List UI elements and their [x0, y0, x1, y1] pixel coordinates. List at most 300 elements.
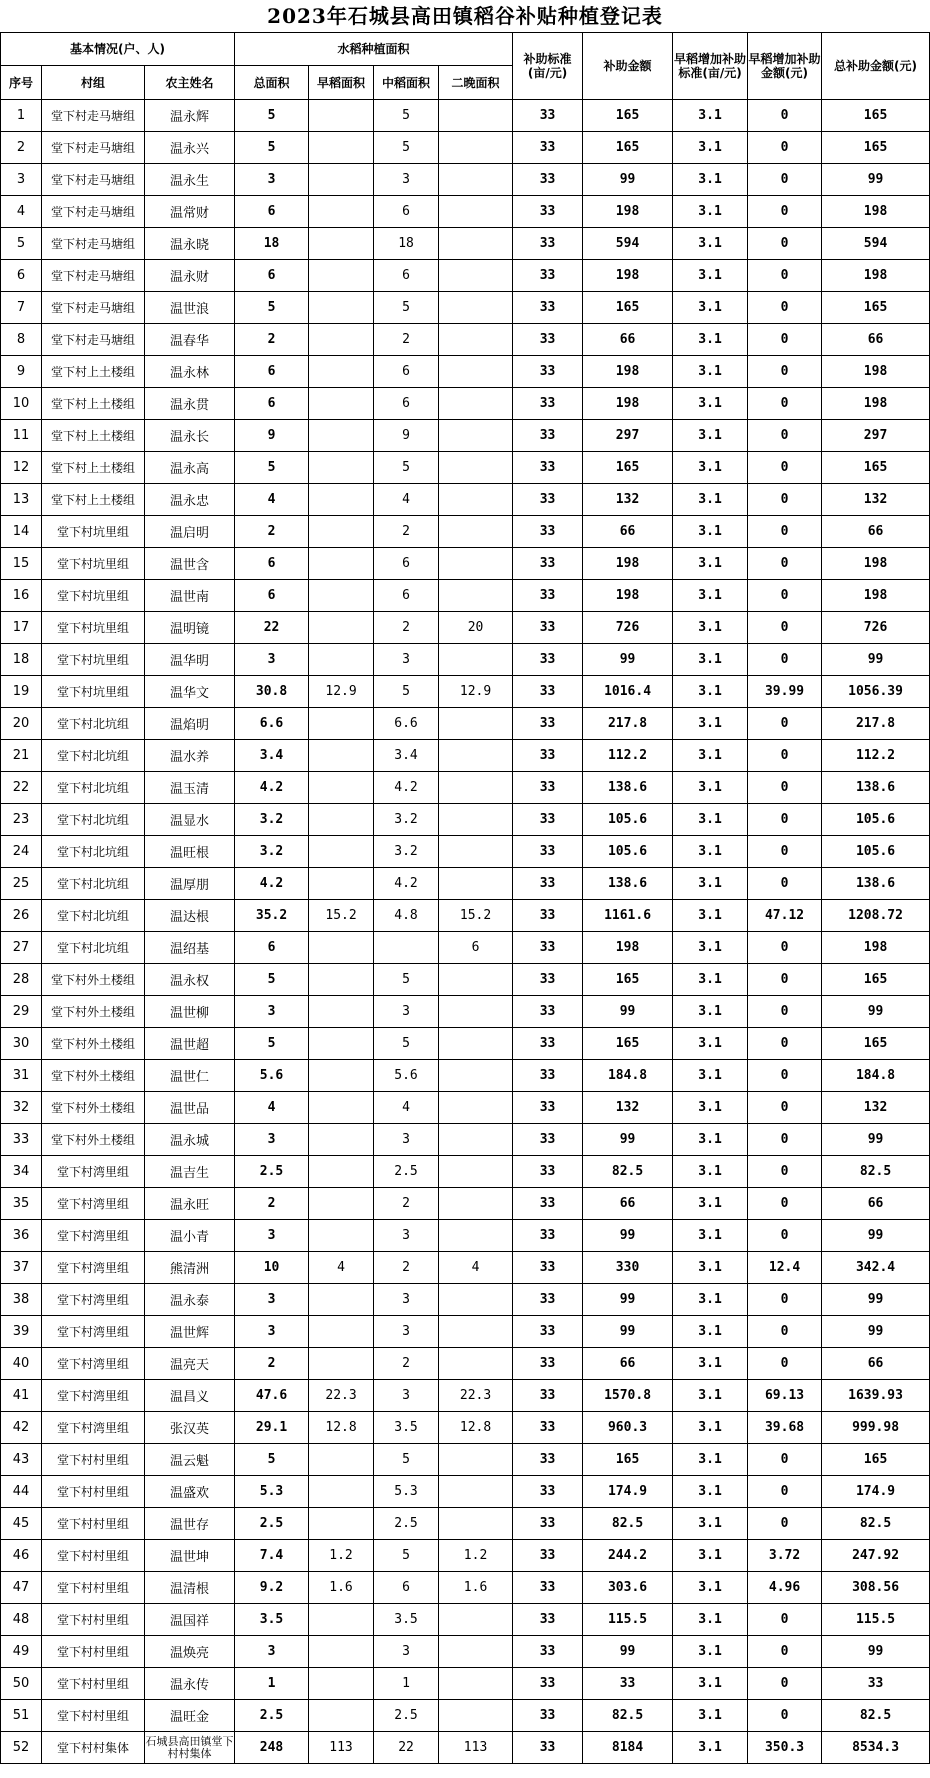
cell-early-add-standard: 3.1	[673, 612, 748, 644]
cell-owner: 温达根	[145, 900, 235, 932]
cell-late-area	[439, 164, 513, 196]
cell-early-add-standard: 3.1	[673, 164, 748, 196]
cell-total-area: 6	[235, 580, 309, 612]
cell-late-area: 20	[439, 612, 513, 644]
cell-subsidy-amount: 105.6	[583, 836, 673, 868]
cell-village-group: 堂下村村里组	[42, 1636, 145, 1668]
cell-subsidy-amount: 174.9	[583, 1476, 673, 1508]
cell-early-add-standard: 3.1	[673, 292, 748, 324]
cell-total-amount: 82.5	[822, 1700, 930, 1732]
cell-subsidy-standard: 33	[513, 1636, 583, 1668]
cell-early-area	[309, 964, 374, 996]
cell-village-group: 堂下村走马塘组	[42, 292, 145, 324]
cell-subsidy-standard: 33	[513, 996, 583, 1028]
cell-seq: 11	[1, 420, 42, 452]
cell-total-area: 3	[235, 1636, 309, 1668]
cell-late-area	[439, 996, 513, 1028]
cell-early-area	[309, 1220, 374, 1252]
cell-early-add-standard: 3.1	[673, 1636, 748, 1668]
cell-village-group: 堂下村村里组	[42, 1700, 145, 1732]
cell-subsidy-standard: 33	[513, 676, 583, 708]
cell-subsidy-standard: 33	[513, 260, 583, 292]
cell-total-area: 6	[235, 932, 309, 964]
cell-subsidy-standard: 33	[513, 1668, 583, 1700]
cell-early-add-amount: 0	[748, 100, 822, 132]
cell-total-amount: 1208.72	[822, 900, 930, 932]
cell-village-group: 堂下村村集体	[42, 1732, 145, 1764]
cell-owner: 温永林	[145, 356, 235, 388]
cell-seq: 44	[1, 1476, 42, 1508]
cell-early-add-amount: 0	[748, 1028, 822, 1060]
cell-mid-area: 4.2	[374, 772, 439, 804]
cell-owner: 温云魁	[145, 1444, 235, 1476]
cell-subsidy-amount: 138.6	[583, 868, 673, 900]
cell-subsidy-amount: 165	[583, 1028, 673, 1060]
cell-owner: 温永生	[145, 164, 235, 196]
cell-early-add-standard: 3.1	[673, 324, 748, 356]
cell-subsidy-standard: 33	[513, 324, 583, 356]
cell-early-add-amount: 0	[748, 388, 822, 420]
cell-subsidy-standard: 33	[513, 100, 583, 132]
cell-village-group: 堂下村村里组	[42, 1604, 145, 1636]
cell-mid-area: 18	[374, 228, 439, 260]
cell-early-add-amount: 4.96	[748, 1572, 822, 1604]
cell-early-area: 113	[309, 1732, 374, 1764]
cell-subsidy-standard: 33	[513, 356, 583, 388]
cell-seq: 12	[1, 452, 42, 484]
cell-seq: 26	[1, 900, 42, 932]
cell-early-add-amount: 12.4	[748, 1252, 822, 1284]
cell-early-add-standard: 3.1	[673, 1284, 748, 1316]
cell-total-area: 4	[235, 484, 309, 516]
cell-subsidy-standard: 33	[513, 900, 583, 932]
cell-village-group: 堂下村湾里组	[42, 1220, 145, 1252]
cell-total-area: 35.2	[235, 900, 309, 932]
cell-early-area	[309, 1348, 374, 1380]
cell-owner: 温世仁	[145, 1060, 235, 1092]
cell-late-area	[439, 964, 513, 996]
cell-seq: 43	[1, 1444, 42, 1476]
cell-mid-area: 2	[374, 1348, 439, 1380]
cell-late-area	[439, 1348, 513, 1380]
cell-early-add-amount: 0	[748, 708, 822, 740]
cell-owner: 熊清洲	[145, 1252, 235, 1284]
cell-subsidy-amount: 960.3	[583, 1412, 673, 1444]
cell-seq: 32	[1, 1092, 42, 1124]
table-row	[1, 1508, 930, 1540]
cell-subsidy-standard: 33	[513, 1092, 583, 1124]
cell-late-area: 6	[439, 932, 513, 964]
cell-mid-area: 2	[374, 612, 439, 644]
cell-village-group: 堂下村北坑组	[42, 900, 145, 932]
cell-seq: 30	[1, 1028, 42, 1060]
cell-mid-area: 2.5	[374, 1156, 439, 1188]
cell-early-area	[309, 548, 374, 580]
cell-village-group: 堂下村外土楼组	[42, 1092, 145, 1124]
cell-subsidy-standard: 33	[513, 516, 583, 548]
cell-mid-area: 9	[374, 420, 439, 452]
cell-seq: 6	[1, 260, 42, 292]
cell-owner: 温世辉	[145, 1316, 235, 1348]
cell-early-add-amount: 350.3	[748, 1732, 822, 1764]
cell-total-area: 5	[235, 1444, 309, 1476]
cell-village-group: 堂下村村里组	[42, 1540, 145, 1572]
table-row	[1, 1604, 930, 1636]
cell-subsidy-amount: 138.6	[583, 772, 673, 804]
cell-early-add-standard: 3.1	[673, 1604, 748, 1636]
cell-early-add-standard: 3.1	[673, 516, 748, 548]
cell-seq: 1	[1, 100, 42, 132]
cell-total-amount: 99	[822, 1316, 930, 1348]
cell-subsidy-standard: 33	[513, 132, 583, 164]
cell-owner: 温盛欢	[145, 1476, 235, 1508]
cell-total-amount: 138.6	[822, 772, 930, 804]
cell-early-add-amount: 0	[748, 292, 822, 324]
cell-subsidy-standard: 33	[513, 964, 583, 996]
cell-early-area	[309, 388, 374, 420]
header-mid-area: 中稻面积	[374, 66, 439, 100]
cell-owner: 温永长	[145, 420, 235, 452]
cell-early-add-amount: 0	[748, 644, 822, 676]
cell-total-amount: 33	[822, 1668, 930, 1700]
cell-late-area	[439, 1604, 513, 1636]
table-row	[1, 228, 930, 260]
cell-mid-area: 6	[374, 356, 439, 388]
cell-early-area	[309, 420, 374, 452]
cell-total-amount: 198	[822, 356, 930, 388]
cell-total-area: 3.4	[235, 740, 309, 772]
cell-total-area: 10	[235, 1252, 309, 1284]
cell-subsidy-standard: 33	[513, 1284, 583, 1316]
cell-early-area	[309, 1028, 374, 1060]
cell-early-add-standard: 3.1	[673, 1444, 748, 1476]
cell-subsidy-standard: 33	[513, 388, 583, 420]
cell-mid-area: 5.3	[374, 1476, 439, 1508]
cell-mid-area: 2	[374, 516, 439, 548]
cell-seq: 7	[1, 292, 42, 324]
cell-owner: 温永高	[145, 452, 235, 484]
cell-early-add-amount: 0	[748, 1220, 822, 1252]
cell-total-amount: 105.6	[822, 836, 930, 868]
cell-seq: 36	[1, 1220, 42, 1252]
cell-total-amount: 198	[822, 196, 930, 228]
cell-village-group: 堂下村湾里组	[42, 1284, 145, 1316]
cell-early-area	[309, 1508, 374, 1540]
table-row	[1, 100, 930, 132]
cell-early-area	[309, 644, 374, 676]
cell-total-amount: 297	[822, 420, 930, 452]
cell-subsidy-standard: 33	[513, 1476, 583, 1508]
cell-subsidy-amount: 198	[583, 388, 673, 420]
header-early-add-standard: 早稻增加补助标准(亩/元)	[673, 33, 748, 100]
cell-late-area	[439, 740, 513, 772]
cell-total-amount: 308.56	[822, 1572, 930, 1604]
cell-seq: 29	[1, 996, 42, 1028]
cell-late-area	[439, 1444, 513, 1476]
cell-early-add-amount: 0	[748, 196, 822, 228]
cell-total-amount: 66	[822, 1188, 930, 1220]
cell-total-area: 2	[235, 516, 309, 548]
cell-early-area	[309, 996, 374, 1028]
cell-early-area	[309, 1284, 374, 1316]
cell-mid-area: 6	[374, 548, 439, 580]
cell-seq: 41	[1, 1380, 42, 1412]
table-row	[1, 1572, 930, 1604]
cell-owner: 温焰明	[145, 708, 235, 740]
cell-owner: 温玉清	[145, 772, 235, 804]
cell-village-group: 堂下村北坑组	[42, 804, 145, 836]
table-row	[1, 1668, 930, 1700]
cell-mid-area: 5	[374, 1444, 439, 1476]
cell-late-area	[439, 580, 513, 612]
cell-early-add-amount: 0	[748, 932, 822, 964]
cell-owner: 温世品	[145, 1092, 235, 1124]
table-body	[1, 100, 930, 1764]
cell-subsidy-standard: 33	[513, 1508, 583, 1540]
cell-total-area: 2	[235, 324, 309, 356]
cell-early-area	[309, 1092, 374, 1124]
cell-early-area	[309, 1604, 374, 1636]
cell-owner: 温世含	[145, 548, 235, 580]
cell-early-area	[309, 1060, 374, 1092]
cell-early-add-amount: 0	[748, 1476, 822, 1508]
cell-subsidy-standard: 33	[513, 580, 583, 612]
table-row	[1, 260, 930, 292]
cell-early-add-standard: 3.1	[673, 388, 748, 420]
cell-owner: 温世南	[145, 580, 235, 612]
cell-early-add-standard: 3.1	[673, 1188, 748, 1220]
cell-seq: 34	[1, 1156, 42, 1188]
table-row	[1, 644, 930, 676]
cell-mid-area: 5	[374, 676, 439, 708]
cell-late-area: 22.3	[439, 1380, 513, 1412]
cell-subsidy-amount: 66	[583, 516, 673, 548]
cell-seq: 16	[1, 580, 42, 612]
cell-subsidy-amount: 132	[583, 1092, 673, 1124]
cell-subsidy-amount: 33	[583, 1668, 673, 1700]
cell-total-area: 3	[235, 644, 309, 676]
table-row	[1, 996, 930, 1028]
cell-early-area	[309, 164, 374, 196]
cell-subsidy-standard: 33	[513, 612, 583, 644]
cell-total-area: 4.2	[235, 868, 309, 900]
cell-early-area	[309, 260, 374, 292]
cell-late-area	[439, 772, 513, 804]
cell-total-amount: 132	[822, 484, 930, 516]
cell-subsidy-amount: 66	[583, 324, 673, 356]
cell-total-area: 5	[235, 132, 309, 164]
cell-early-add-standard: 3.1	[673, 1348, 748, 1380]
cell-early-add-standard: 3.1	[673, 196, 748, 228]
cell-late-area: 12.8	[439, 1412, 513, 1444]
cell-total-area: 3	[235, 1316, 309, 1348]
cell-subsidy-amount: 132	[583, 484, 673, 516]
cell-early-add-standard: 3.1	[673, 644, 748, 676]
cell-subsidy-amount: 198	[583, 580, 673, 612]
cell-village-group: 堂下村走马塘组	[42, 324, 145, 356]
cell-seq: 9	[1, 356, 42, 388]
cell-total-area: 6	[235, 548, 309, 580]
cell-mid-area: 2.5	[374, 1700, 439, 1732]
table-row	[1, 1060, 930, 1092]
cell-seq: 45	[1, 1508, 42, 1540]
cell-village-group: 堂下村湾里组	[42, 1348, 145, 1380]
cell-subsidy-standard: 33	[513, 1124, 583, 1156]
cell-early-area	[309, 1668, 374, 1700]
cell-early-add-standard: 3.1	[673, 1124, 748, 1156]
cell-seq: 21	[1, 740, 42, 772]
cell-village-group: 堂下村村里组	[42, 1444, 145, 1476]
cell-late-area	[439, 1636, 513, 1668]
cell-early-add-amount: 0	[748, 1444, 822, 1476]
cell-mid-area: 6	[374, 388, 439, 420]
cell-total-amount: 174.9	[822, 1476, 930, 1508]
cell-owner: 温旺金	[145, 1700, 235, 1732]
cell-early-add-amount: 0	[748, 1092, 822, 1124]
cell-early-add-standard: 3.1	[673, 548, 748, 580]
cell-subsidy-amount: 217.8	[583, 708, 673, 740]
cell-subsidy-amount: 99	[583, 644, 673, 676]
cell-early-area	[309, 1156, 374, 1188]
cell-mid-area: 6	[374, 1572, 439, 1604]
cell-seq: 50	[1, 1668, 42, 1700]
cell-late-area	[439, 388, 513, 420]
cell-subsidy-standard: 33	[513, 1156, 583, 1188]
cell-early-area	[309, 708, 374, 740]
cell-early-add-standard: 3.1	[673, 1028, 748, 1060]
cell-total-area: 29.1	[235, 1412, 309, 1444]
cell-owner: 温吉生	[145, 1156, 235, 1188]
cell-early-add-standard: 3.1	[673, 708, 748, 740]
cell-subsidy-amount: 82.5	[583, 1508, 673, 1540]
cell-early-add-amount: 0	[748, 1156, 822, 1188]
cell-village-group: 堂下村湾里组	[42, 1412, 145, 1444]
cell-subsidy-amount: 8184	[583, 1732, 673, 1764]
cell-subsidy-amount: 165	[583, 132, 673, 164]
cell-mid-area: 5	[374, 1540, 439, 1572]
cell-owner: 温永泰	[145, 1284, 235, 1316]
cell-early-add-amount: 0	[748, 1604, 822, 1636]
cell-mid-area: 4.8	[374, 900, 439, 932]
cell-mid-area: 5	[374, 100, 439, 132]
cell-early-add-standard: 3.1	[673, 1380, 748, 1412]
cell-total-amount: 198	[822, 260, 930, 292]
cell-mid-area: 5	[374, 452, 439, 484]
cell-late-area: 12.9	[439, 676, 513, 708]
cell-subsidy-amount: 82.5	[583, 1156, 673, 1188]
cell-total-amount: 594	[822, 228, 930, 260]
cell-owner: 温世坤	[145, 1540, 235, 1572]
cell-early-add-standard: 3.1	[673, 1732, 748, 1764]
cell-early-area	[309, 612, 374, 644]
cell-subsidy-standard: 33	[513, 164, 583, 196]
table-row	[1, 1252, 930, 1284]
cell-early-add-standard: 3.1	[673, 1316, 748, 1348]
cell-late-area	[439, 804, 513, 836]
cell-subsidy-amount: 1570.8	[583, 1380, 673, 1412]
cell-subsidy-amount: 115.5	[583, 1604, 673, 1636]
cell-mid-area: 22	[374, 1732, 439, 1764]
cell-late-area	[439, 1028, 513, 1060]
cell-subsidy-standard: 33	[513, 420, 583, 452]
header-total-amount: 总补助金额(元)	[822, 33, 930, 100]
table-row	[1, 356, 930, 388]
cell-owner: 温绍基	[145, 932, 235, 964]
cell-late-area	[439, 420, 513, 452]
cell-total-amount: 99	[822, 164, 930, 196]
cell-owner: 温永财	[145, 260, 235, 292]
cell-early-area	[309, 516, 374, 548]
cell-village-group: 堂下村走马塘组	[42, 196, 145, 228]
cell-total-amount: 82.5	[822, 1156, 930, 1188]
cell-subsidy-standard: 33	[513, 1572, 583, 1604]
cell-village-group: 堂下村北坑组	[42, 932, 145, 964]
cell-village-group: 堂下村走马塘组	[42, 228, 145, 260]
table-row	[1, 932, 930, 964]
cell-seq: 42	[1, 1412, 42, 1444]
cell-mid-area: 4	[374, 484, 439, 516]
cell-early-area	[309, 804, 374, 836]
cell-early-add-amount: 0	[748, 260, 822, 292]
cell-village-group: 堂下村坑里组	[42, 612, 145, 644]
cell-total-area: 7.4	[235, 1540, 309, 1572]
cell-early-area	[309, 356, 374, 388]
cell-village-group: 堂下村北坑组	[42, 708, 145, 740]
cell-owner: 温清根	[145, 1572, 235, 1604]
cell-early-add-standard: 3.1	[673, 1252, 748, 1284]
table-row	[1, 708, 930, 740]
cell-owner: 温世柳	[145, 996, 235, 1028]
cell-village-group: 堂下村村里组	[42, 1476, 145, 1508]
cell-seq: 24	[1, 836, 42, 868]
cell-early-area	[309, 100, 374, 132]
cell-seq: 4	[1, 196, 42, 228]
cell-seq: 52	[1, 1732, 42, 1764]
cell-early-add-amount: 0	[748, 132, 822, 164]
cell-total-area: 30.8	[235, 676, 309, 708]
cell-early-add-amount: 0	[748, 1316, 822, 1348]
cell-late-area	[439, 868, 513, 900]
cell-early-add-amount: 0	[748, 1668, 822, 1700]
cell-owner: 温春华	[145, 324, 235, 356]
cell-subsidy-standard: 33	[513, 932, 583, 964]
cell-subsidy-standard: 33	[513, 772, 583, 804]
cell-village-group: 堂下村湾里组	[42, 1252, 145, 1284]
cell-total-area: 1	[235, 1668, 309, 1700]
cell-seq: 33	[1, 1124, 42, 1156]
header-seq: 序号	[1, 66, 42, 100]
cell-village-group: 堂下村湾里组	[42, 1380, 145, 1412]
cell-seq: 2	[1, 132, 42, 164]
cell-subsidy-amount: 726	[583, 612, 673, 644]
cell-early-add-standard: 3.1	[673, 1156, 748, 1188]
cell-subsidy-amount: 198	[583, 356, 673, 388]
cell-early-add-standard: 3.1	[673, 1476, 748, 1508]
cell-early-add-standard: 3.1	[673, 676, 748, 708]
cell-subsidy-amount: 99	[583, 1220, 673, 1252]
cell-total-area: 6	[235, 196, 309, 228]
cell-subsidy-amount: 198	[583, 260, 673, 292]
cell-subsidy-standard: 33	[513, 1220, 583, 1252]
cell-owner: 温永城	[145, 1124, 235, 1156]
cell-subsidy-standard: 33	[513, 740, 583, 772]
cell-mid-area: 3.2	[374, 804, 439, 836]
cell-mid-area: 3.2	[374, 836, 439, 868]
cell-village-group: 堂下村坑里组	[42, 580, 145, 612]
cell-late-area	[439, 836, 513, 868]
cell-late-area	[439, 708, 513, 740]
cell-early-add-standard: 3.1	[673, 868, 748, 900]
